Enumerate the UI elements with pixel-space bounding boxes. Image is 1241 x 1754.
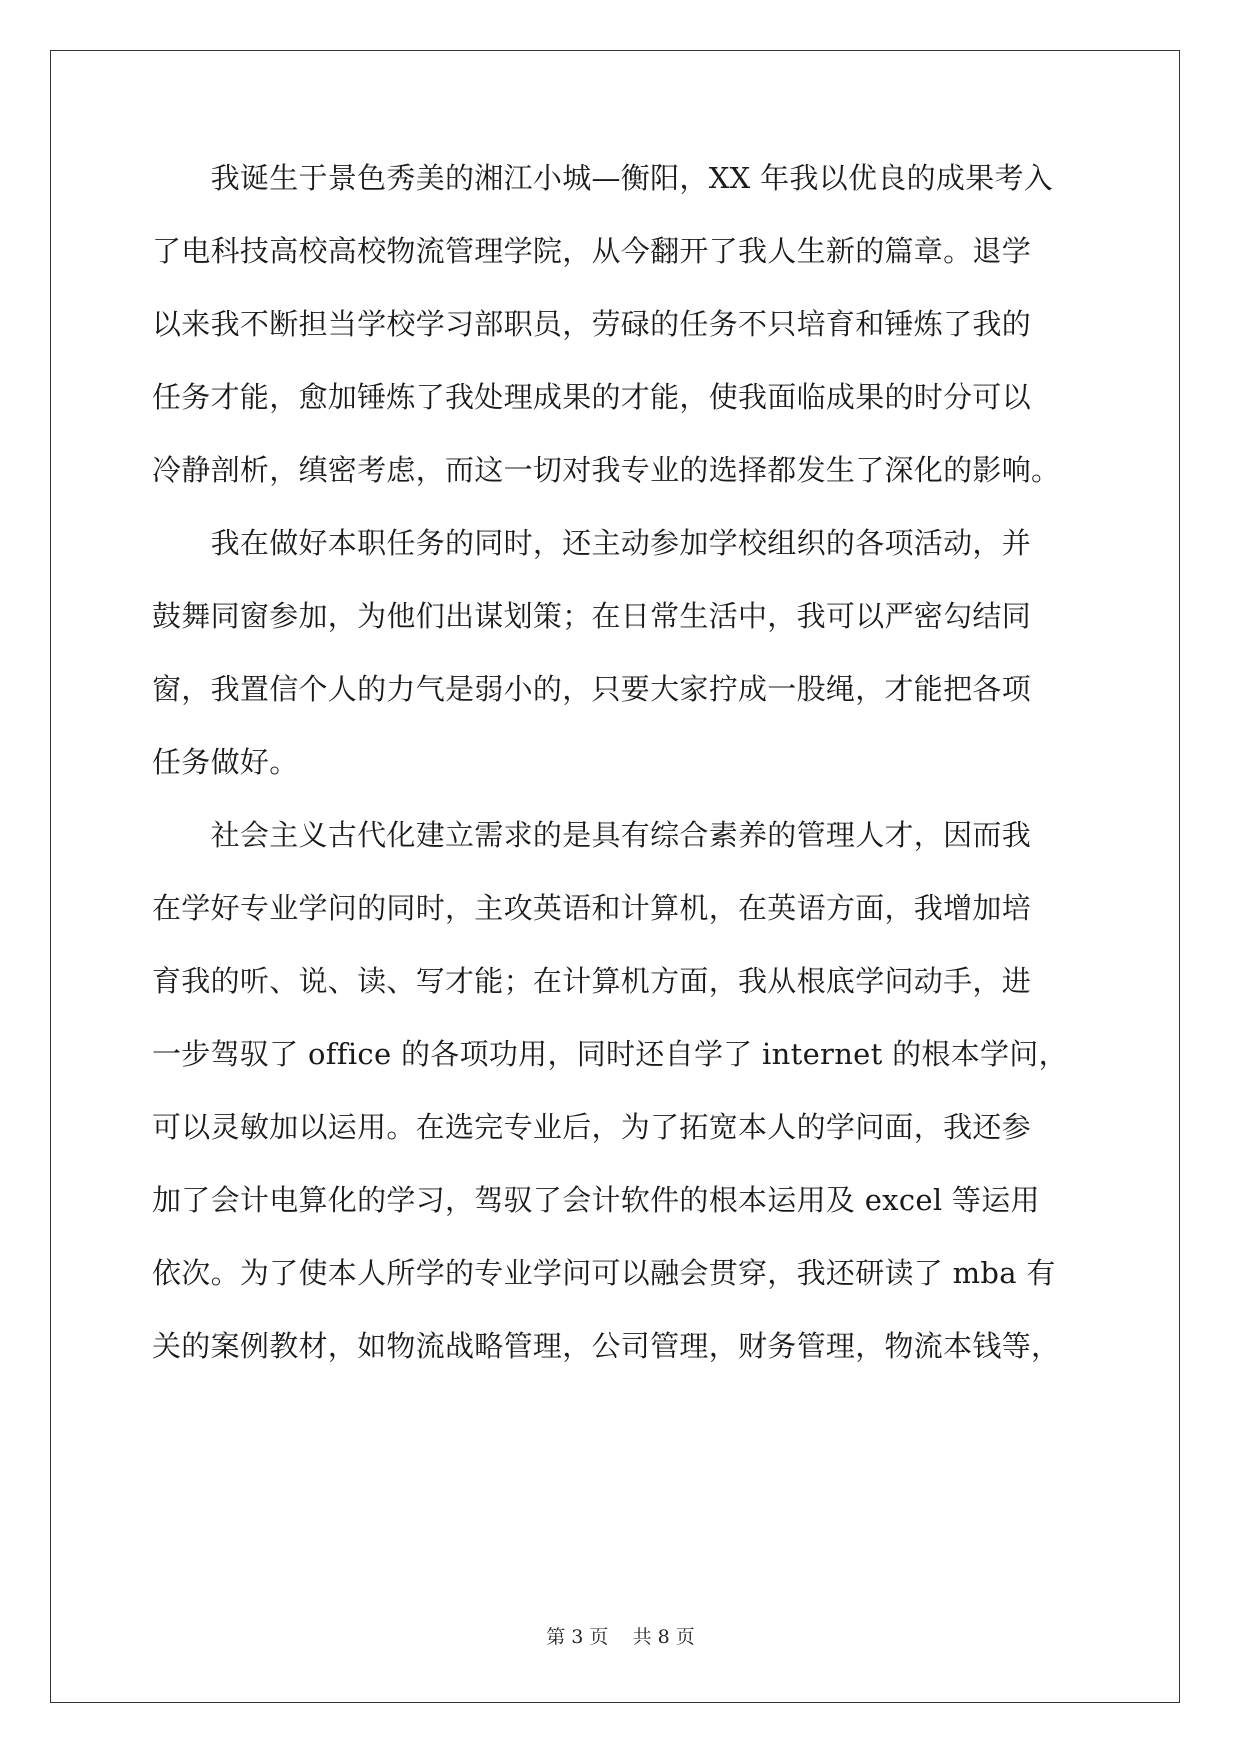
text-line: 我在做好本职任务的同时，还主动参加学校组织的各项活动，并: [152, 526, 1032, 560]
text-line: 依次。为了使本人所学的专业学问可以融会贯穿，我还研读了 mba 有: [152, 1256, 1056, 1290]
text-line: 育我的听、说、读、写才能；在计算机方面，我从根底学问动手，进: [152, 964, 1032, 998]
text-line: 在学好专业学问的同时，主攻英语和计算机，在英语方面，我增加培: [152, 891, 1032, 925]
text-line: 我诞生于景色秀美的湘江小城—衡阳，XX 年我以优良的成果考入: [152, 161, 1054, 195]
text-line: 关的案例教材，如物流战略管理，公司管理，财务管理，物流本钱等，: [152, 1329, 1061, 1363]
text-line: 任务做好。: [152, 745, 299, 779]
text-line: 了电科技高校高校物流管理学院，从今翻开了我人生新的篇章。退学: [152, 234, 1032, 268]
text-line: 加了会计电算化的学习，驾驭了会计软件的根本运用及 excel 等运用: [152, 1183, 1040, 1217]
text-line: 以来我不断担当学校学习部职员，劳碌的任务不只培育和锤炼了我的: [152, 307, 1032, 341]
document-body: [152, 160, 1092, 1401]
text-line: 社会主义古代化建立需求的是具有综合素养的管理人才，因而我: [152, 818, 1032, 852]
text-line: 鼓舞同窗参加，为他们出谋划策；在日常生活中，我可以严密勾结同: [152, 599, 1032, 633]
text-line: 任务才能，愈加锤炼了我处理成果的才能，使我面临成果的时分可以: [152, 380, 1032, 414]
page-footer: [0, 1622, 1241, 1649]
text-line: 窗，我置信个人的力气是弱小的，只要大家拧成一股绳，才能把各项: [152, 672, 1032, 706]
page-number: 第 3 页 共 8 页: [546, 1626, 695, 1648]
text-line: 一步驾驭了 office 的各项功用，同时还自学了 internet 的根本学问，: [152, 1037, 1068, 1071]
text-line: 冷静剖析，缜密考虑，而这一切对我专业的选择都发生了深化的影响。: [152, 453, 1061, 487]
text-line: 可以灵敏加以运用。在选完专业后，为了拓宽本人的学问面，我还参: [152, 1110, 1032, 1144]
